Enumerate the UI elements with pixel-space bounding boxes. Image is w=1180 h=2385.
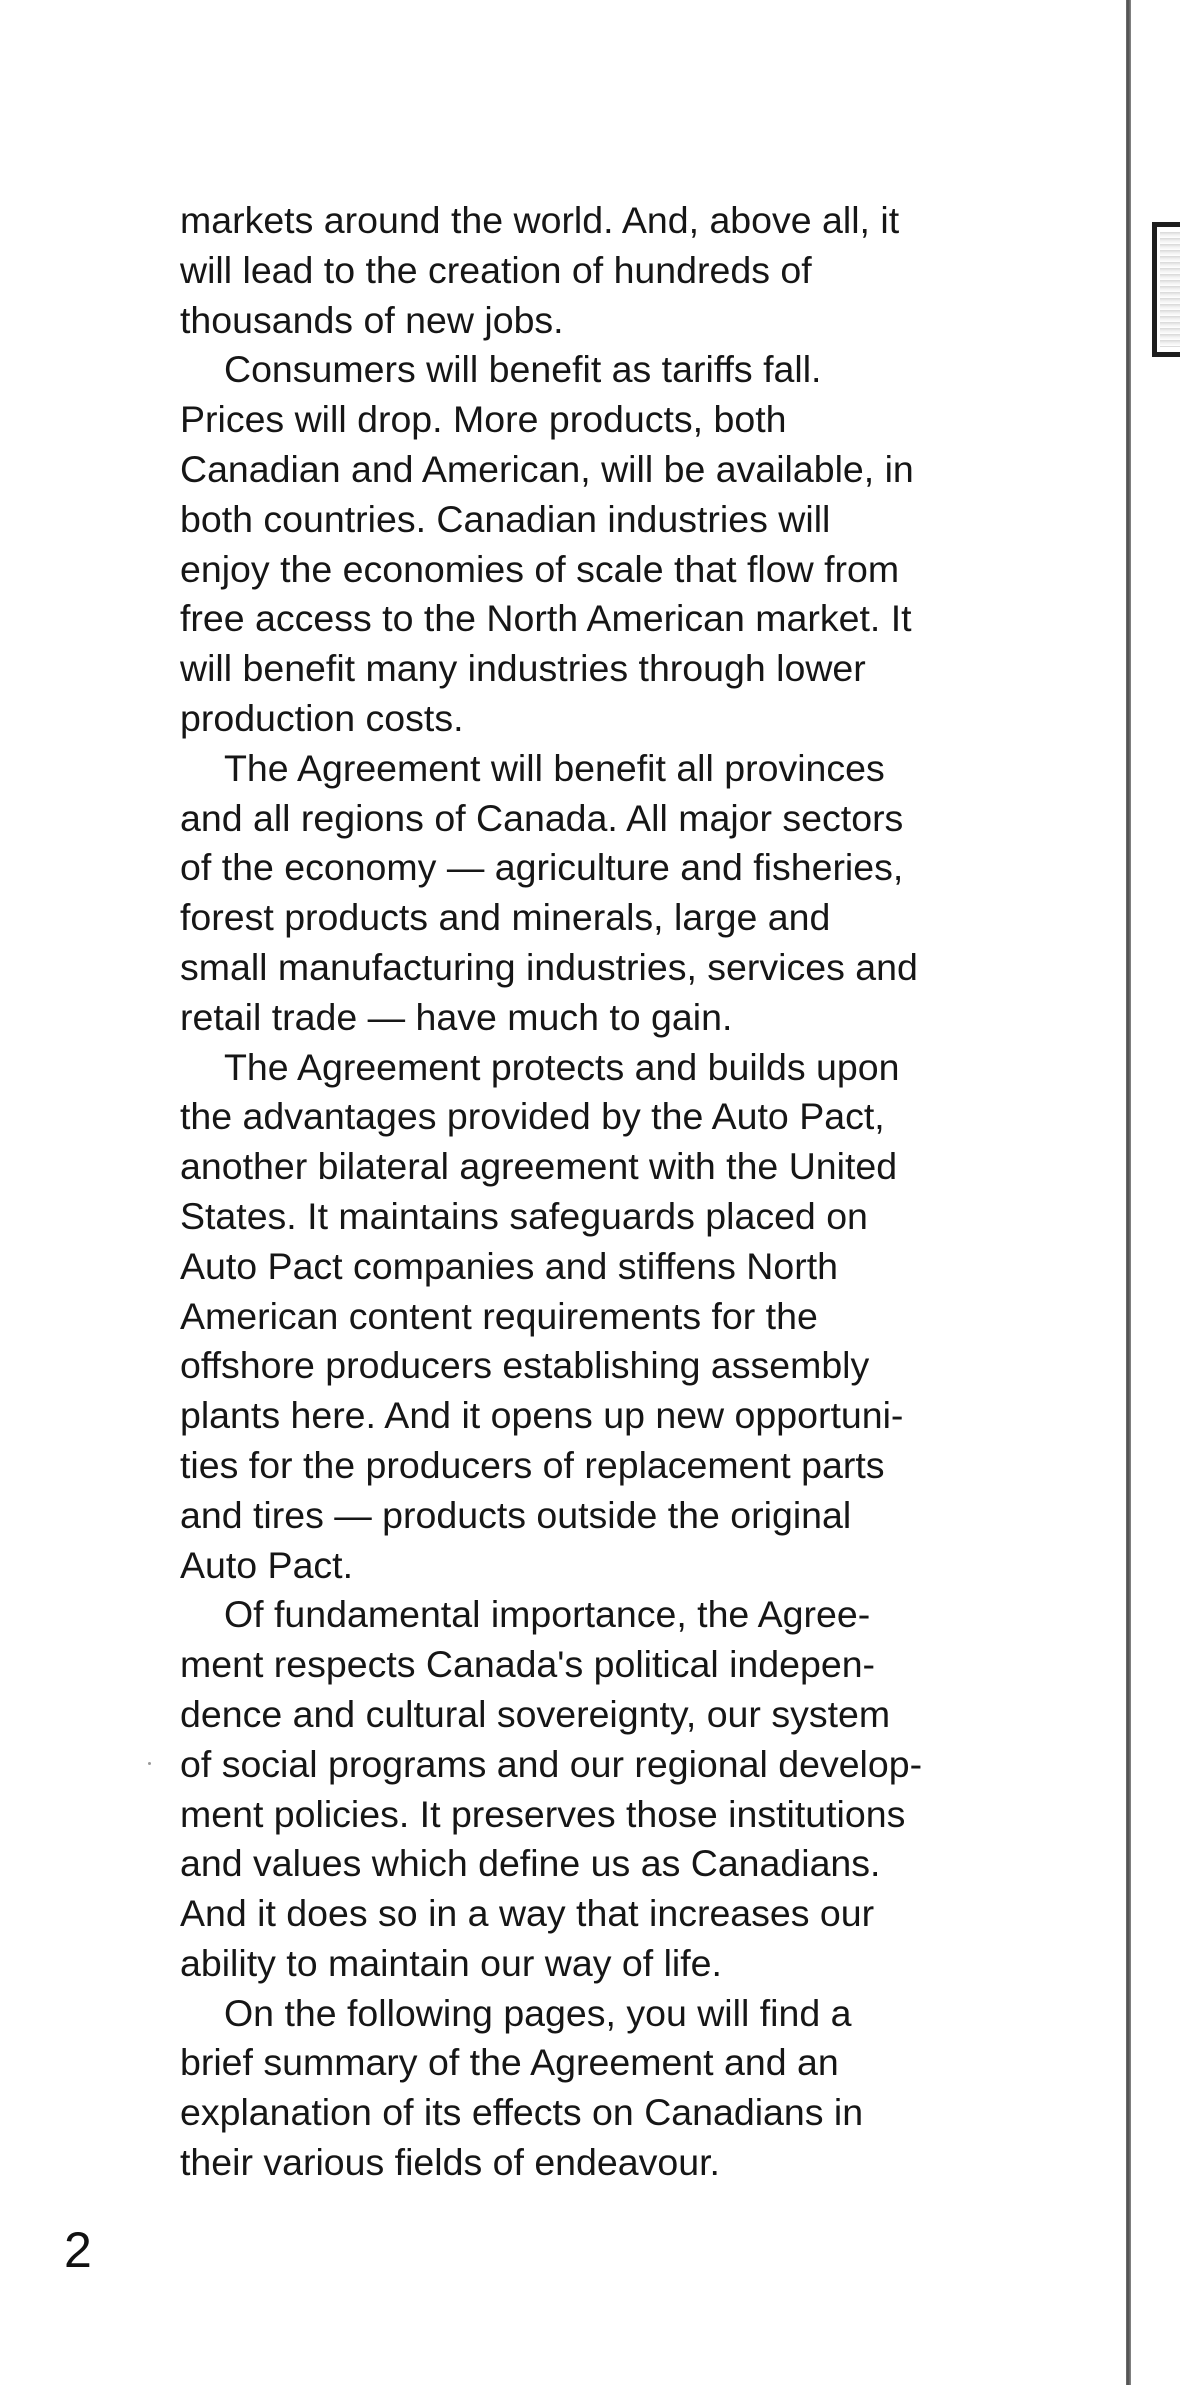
paragraph: [180, 1043, 1000, 1591]
text-line: markets around the world. And, above all, it: [180, 199, 900, 241]
text-line: and tires — products outside the original: [180, 1493, 852, 1536]
text-line: ment policies. It preserves those institutions: [180, 1792, 906, 1835]
text-line: Auto Pact companies and stiffens North: [180, 1244, 839, 1287]
text-line: both countries. Canadian industries will: [180, 497, 831, 540]
text-line: Canadian and American, will be available, in: [180, 447, 914, 490]
text-line: will benefit many industries through lower: [180, 647, 866, 690]
text-line: offshore producers establishing assembly: [180, 1344, 870, 1387]
text-line: ability to maintain our way of life.: [180, 1941, 722, 1984]
text-line: Of fundamental importance, the Agree-: [224, 1593, 871, 1636]
paragraph: [180, 744, 1000, 1043]
text-line: And it does so in a way that increases our: [180, 1892, 875, 1935]
text-line: States. It maintains safeguards placed on: [180, 1194, 868, 1237]
text-line: thousands of new jobs.: [180, 298, 564, 341]
text-line: Consumers will benefit as tariffs fall.: [224, 348, 822, 391]
text-line: On the following pages, you will find a: [224, 1991, 852, 2034]
text-line: their various fields of endeavour.: [180, 2141, 720, 2184]
binding-bracket-texture: [1160, 232, 1180, 347]
text-line: explanation of its effects on Canadians in: [180, 2091, 864, 2134]
text-line: small manufacturing industries, services and: [180, 945, 918, 988]
text-line: the advantages provided by the Auto Pact,: [180, 1095, 885, 1138]
paragraph: [180, 1590, 1000, 1988]
text-line: brief summary of the Agreement and an: [180, 2041, 839, 2084]
text-line: forest products and minerals, large and: [180, 896, 831, 939]
page-number: 2: [64, 2222, 92, 2278]
body-text: [180, 196, 1000, 2188]
binding-edge: [1126, 0, 1131, 2385]
paragraph: [180, 1989, 1000, 2188]
text-line: retail trade — have much to gain.: [180, 995, 733, 1038]
text-line: of social programs and our regional develop-: [180, 1742, 923, 1785]
text-line: Prices will drop. More products, both: [180, 398, 787, 441]
text-line: American content requirements for the: [180, 1294, 818, 1337]
text-line: will lead to the creation of hundreds of: [180, 248, 812, 291]
text-line: dence and cultural sovereignty, our system: [180, 1692, 891, 1735]
text-line: free access to the North American market. It: [180, 597, 912, 640]
text-line: plants here. And it opens up new opportuni-: [180, 1394, 904, 1437]
text-line: Auto Pact.: [180, 1543, 354, 1586]
text-line: The Agreement will benefit all provinces: [224, 746, 885, 789]
text-line: ties for the producers of replacement parts: [180, 1443, 885, 1486]
paragraph: [180, 345, 1000, 743]
text-line: and values which define us as Canadians.: [180, 1842, 881, 1885]
text-line: ment respects Canada's political indepen-: [180, 1643, 876, 1686]
text-line: enjoy the economies of scale that flow from: [180, 547, 900, 590]
text-line: and all regions of Canada. All major sectors: [180, 796, 904, 839]
scan-speck: [148, 1762, 151, 1765]
text-line: production costs.: [180, 696, 464, 739]
paragraph: [180, 196, 1000, 345]
text-line: another bilateral agreement with the United: [180, 1145, 898, 1188]
text-line: The Agreement protects and builds upon: [224, 1045, 900, 1088]
text-line: of the economy — agriculture and fisheries,: [180, 846, 904, 889]
